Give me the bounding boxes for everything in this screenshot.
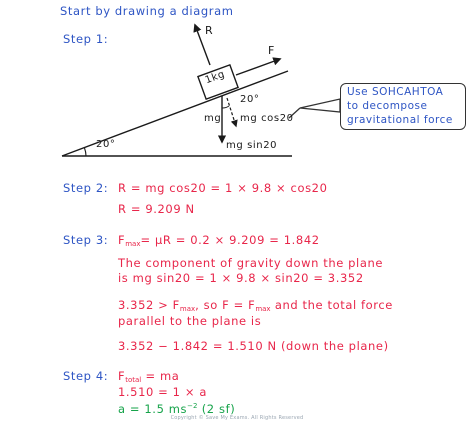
step3-text-1: The component of gravity down the plane	[118, 256, 384, 270]
sohcahtoa-callout	[340, 83, 466, 130]
step3-result: 3.352 − 1.842 = 1.510 N (down the plane)	[118, 339, 389, 353]
force-R-label: R	[205, 24, 214, 37]
step3-cmp-b: , so F = F	[195, 298, 256, 312]
step4-label: Step 4:	[63, 369, 109, 383]
step3-cmp-max-2: max	[255, 305, 271, 313]
step3-text-3: parallel to the plane is	[118, 314, 262, 328]
step2-label: Step 2:	[63, 181, 109, 195]
angle-at-base-label: 20°	[96, 139, 116, 150]
callout-pointer	[300, 99, 340, 112]
mass-label: 1kg	[203, 68, 227, 87]
step3-friction-equation	[118, 233, 320, 248]
step3-cmp-a: 3.352 > F	[118, 298, 180, 312]
step3-eq: = μR = 0.2 × 9.209 = 1.842	[140, 233, 320, 247]
force-F-label: F	[268, 44, 275, 57]
step2-line-1: R = mg cos20 = 1 × 9.8 × cos20	[118, 181, 328, 195]
perp-component-arrow	[227, 98, 236, 126]
step3-max-subscript: max	[125, 240, 141, 248]
callout-line-1: Use SOHCAHTOA	[347, 86, 444, 98]
step4-answer	[118, 402, 235, 416]
step3-f-symbol: F	[118, 233, 126, 247]
step3-cmp-max-1: max	[179, 305, 196, 313]
copyright-footer: Copyright © Save My Exams. All Rights Reserved	[170, 415, 304, 421]
step3-label: Step 3:	[63, 233, 109, 247]
callout-line-3: gravitational force	[347, 114, 453, 126]
step2-line-2: R = 9.209 N	[118, 202, 195, 216]
step4-answer-sf: (2 sf)	[197, 402, 236, 416]
base-angle-arc	[85, 148, 87, 156]
angle-at-mass-label: 20°	[240, 94, 260, 105]
step1-label: Step 1:	[63, 32, 109, 46]
perp-component-label: mg cos20	[240, 113, 294, 124]
step4-f-symbol: F	[118, 369, 126, 383]
step4-line-2: 1.510 = 1 × a	[118, 385, 207, 399]
friction-force-arrow	[236, 59, 280, 75]
step4-answer-exponent: −2	[187, 402, 198, 410]
step4-total-subscript: total	[125, 376, 142, 384]
parallel-component-label: mg sin20	[226, 140, 278, 151]
step4-answer-main: a = 1.5 ms	[118, 402, 188, 416]
step4-eq: = ma	[141, 369, 180, 383]
component-angle-arc	[222, 106, 229, 108]
step3-text-2: is mg sin20 = 1 × 9.8 × sin20 = 3.352	[118, 271, 364, 285]
step3-comparison	[118, 298, 393, 313]
step3-cmp-c: and the total force	[270, 298, 393, 312]
callout-line-2: to decompose	[347, 100, 428, 112]
heading: Start by drawing a diagram	[60, 4, 234, 18]
step4-equation	[118, 369, 179, 384]
weight-label: mg	[204, 113, 222, 124]
